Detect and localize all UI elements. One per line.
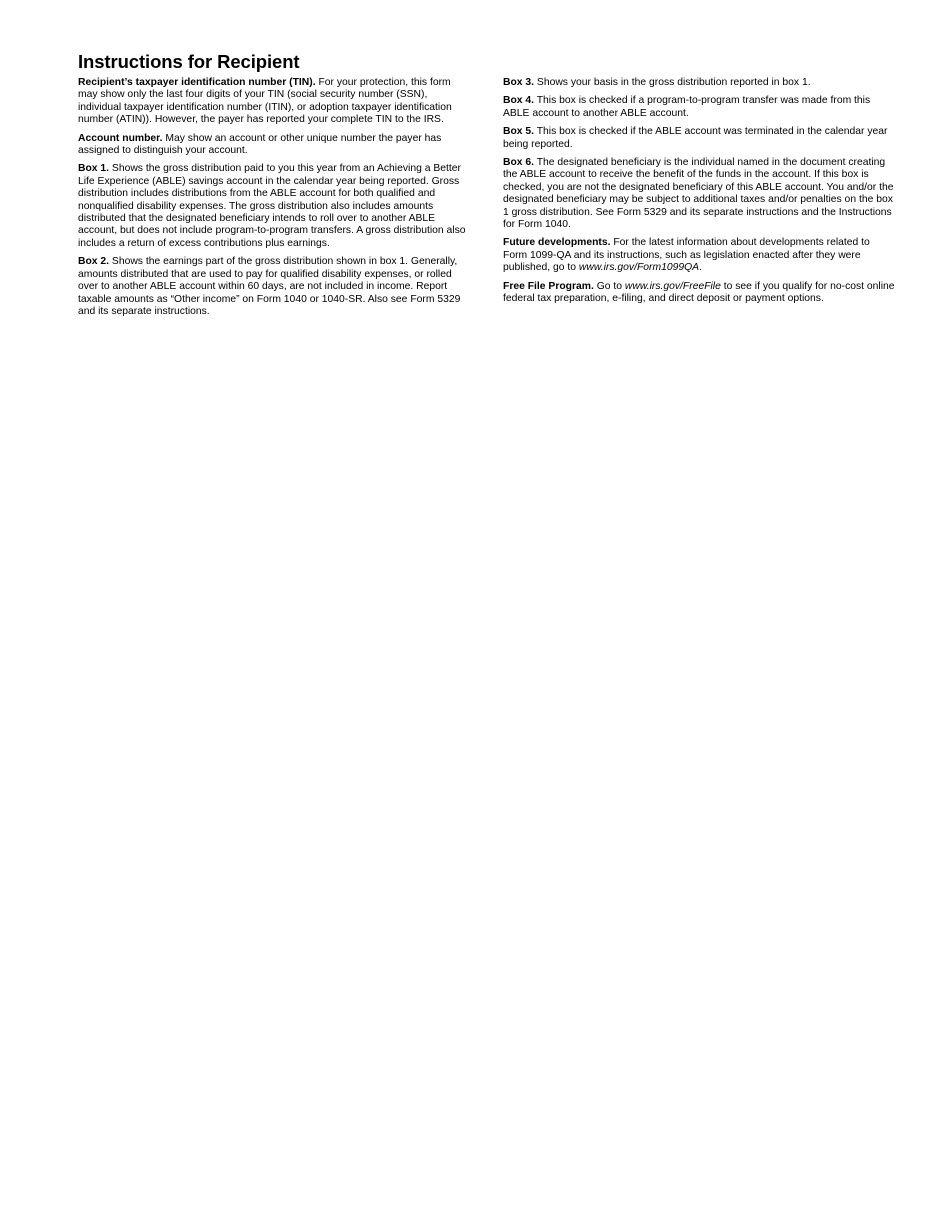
account-number-heading: Account number. (78, 132, 163, 144)
account-number-text: May show an account or other unique number the payer has assigned to distinguish your account. (78, 132, 442, 157)
box-3-text: Shows your basis in the gross distribution reported in box 1. (534, 77, 811, 88)
future-developments-text: For the latest information about developments related to Form 1099-QA and its instructions, such as legislation enacted after they were published, go to (503, 237, 870, 274)
tin-heading: Recipient’s taxpayer identification number (TIN). (78, 77, 316, 88)
box-2-heading: Box 2. (78, 256, 110, 268)
free-file-heading: Free File Program. (503, 280, 594, 292)
page-title: Instructions for Recipient (78, 51, 300, 72)
free-file-paragraph (503, 281, 895, 306)
box-5-paragraph (503, 126, 895, 151)
box-3-paragraph (503, 77, 895, 89)
form1099qa-link[interactable]: www.irs.gov/Form1099QA (578, 262, 700, 274)
box-6-paragraph (503, 157, 895, 231)
future-developments-paragraph (503, 237, 895, 274)
freefile-link[interactable]: www.irs.gov/FreeFile (624, 280, 721, 292)
box-4-heading: Box 4. (503, 95, 535, 107)
box-5-text: This box is checked if the ABLE account was terminated in the calendar year being reported. (503, 126, 888, 150)
free-file-end: to see if you qualify for no-cost online federal tax preparation, e-filing, and direct deposit or payment options. (503, 280, 895, 305)
box-1-heading: Box 1. (78, 163, 110, 175)
future-developments-end: . (699, 262, 702, 274)
box-1-text: Shows the gross distribution paid to you this year from an Achieving a Better Life Experience (ABLE) savings account in the calendar year being reported. Gross distribution includes distributions from the ABLE account for both qualified and nonqualified disability expenses. The gross distribution also includes amounts distributed that the designated beneficiary intends to roll over to another ABLE account, but does not include program-to-program transfers. A gross distribution also includes a return of excess contributions plus earnings. (78, 163, 466, 249)
free-file-text: Go to (593, 280, 625, 292)
future-developments-heading: Future developments. (503, 237, 611, 249)
box-3-heading: Box 3. (503, 77, 535, 88)
right-column (503, 77, 895, 312)
box-2-text: Shows the earnings part of the gross distribution shown in box 1. Generally, amounts distributed that are used to pay for qualified disability expenses, or rolled over to another ABLE account within 60 days, are not included in income. Report taxable amounts as “Other income” on Form 1040 or 1040-SR. Also see Form 5329 and its separate instructions. (78, 256, 461, 317)
account-number-paragraph (78, 133, 471, 158)
box-2-paragraph (78, 256, 471, 318)
box-4-paragraph (503, 95, 895, 120)
box-6-text: The designated beneficiary is the individual named in the document creating the ABLE account to receive the benefit of the funds in the account. If this box is checked, you are not the designated beneficiary of this ABLE account. You and/or the designated beneficiary may be subject to additional taxes and/or penalties on the box 1 gross distribution. See Form 5329 and its separate instructions and the Instructions for Form 1040. (503, 157, 894, 231)
box-1-paragraph (78, 163, 471, 250)
box-6-heading: Box 6. (503, 157, 535, 169)
tin-paragraph (78, 77, 471, 127)
tin-text: For your protection, this form may show only the last four digits of your TIN (social security number (SSN), individual taxpayer identification number (ITIN), or adoption taxpayer identification number (ATIN)). However, the payer has reported your complete TIN to the IRS. (78, 77, 452, 126)
left-column (78, 77, 471, 324)
box-4-text: This box is checked if a program-to-program transfer was made from this ABLE account to another ABLE account. (503, 95, 871, 119)
box-5-heading: Box 5. (503, 126, 535, 138)
